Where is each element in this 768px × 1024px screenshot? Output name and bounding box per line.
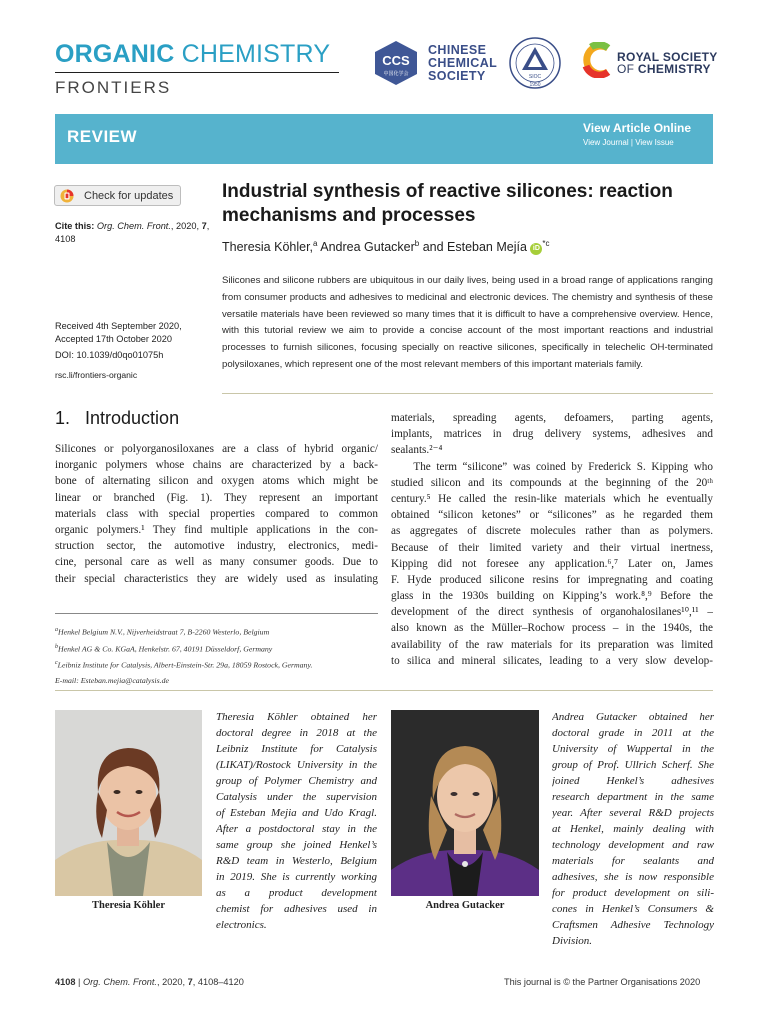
body-line: to silica and mineral silicates, leading to a very slow develop- <box>391 654 713 667</box>
body-line: materials class with special properties compared to common <box>55 507 378 520</box>
rsc-logo-text <box>617 51 718 75</box>
body-line: as aggregates of discrete molecules rather than as polymers. <box>391 525 713 538</box>
body-line: also known as the Müller–Rochow process – in the 1940s, the <box>391 622 713 635</box>
ccs-name-line: SOCIETY <box>428 69 486 83</box>
footer-journal: Org. Chem. Front. <box>82 977 157 987</box>
view-journal-link[interactable]: View Journal <box>583 138 629 147</box>
cite-label: Cite this: <box>55 221 95 231</box>
view-links <box>583 138 674 147</box>
sioc-year: 1950 <box>529 82 541 88</box>
cite-year: , 2020, <box>170 221 202 231</box>
article-dates <box>55 320 182 345</box>
article-title: Industrial synthesis of reactive silicones: reaction mechanisms and processes <box>222 181 673 226</box>
cite-volume: 7 <box>201 221 207 231</box>
rsc-chemistry: CHEMISTRY <box>637 62 711 76</box>
page-number: 4108 <box>55 977 76 987</box>
journal-short-link[interactable]: rsc.li/frontiers-organic <box>55 370 138 380</box>
author-photo-kohler <box>55 710 202 896</box>
view-issue-link[interactable]: View Issue <box>635 138 674 147</box>
abstract: Silicones and silicone rubbers are ubiquitous in our daily lives, being used in a broad range of applications ranging from consumer products and adhesives to medicinal and electronic devices. The chemistry and synthesis of these versatile materials have been reviewed so many times that it is difficult to have a comprehensive overview. Hence, with this tutorial review we aim to provide a concise account of the most important reactions and industrial processes to furnish silicones, focusing specially on reactive silicones, specifically in telechelic OH-terminated polysiloxanes, which represent one of the most relevant members of this important materials family. <box>222 275 713 370</box>
body-line: obtained “silicon ketones” or “silicones” as he regarded them <box>391 509 713 522</box>
bio-caption-gutacker: Andrea Gutacker <box>425 900 505 911</box>
author-photo-gutacker <box>391 710 539 896</box>
author-list <box>222 239 550 255</box>
body-line: Kipping did not foresee any application.⁶,⁷ Later on, James <box>391 557 713 570</box>
body-line: Because of their limited variety and their virtual inertness, <box>391 541 713 554</box>
body-line: The term “silicone” was coined by Frederick S. Kipping who <box>391 460 713 473</box>
bio-divider <box>55 690 713 691</box>
body-line: availability of the raw materials for its preparation was limited <box>391 638 713 651</box>
doi-link[interactable]: DOI: 10.1039/d0qo01075h <box>55 350 164 360</box>
body-line: studied silicon and its compounds at the beginning of the 20ᵗʰ <box>391 476 713 489</box>
crossmark-icon <box>60 189 74 203</box>
page-footer-left: 4108 | Org. Chem. Front., 2020, 7, 4108–4120 <box>55 977 244 987</box>
rsc-name-line2 <box>617 63 718 75</box>
section-number: 1. <box>55 408 71 428</box>
section-title: Introduction <box>85 408 180 428</box>
view-links-separator: | <box>628 138 636 147</box>
author-affiliation-mark: a <box>313 239 318 248</box>
bio-caption-kohler: Theresia Köhler <box>91 900 165 911</box>
author-name: Andrea Gutacker <box>317 240 415 255</box>
sioc-seal-icon <box>508 36 562 90</box>
body-line: implants, matrices in drug delivery systems, adhesives and <box>391 428 713 441</box>
rsc-of: OF <box>617 62 635 76</box>
body-line: struction sector, the automotive industry, electronics, medi- <box>55 540 378 553</box>
ccs-name-line: CHEMICAL <box>428 56 498 70</box>
bio-text-gutacker: Andrea Gutacker obtained her doctoral grade in 2011 at the University of Wuppertal in the group of Prof. Ullrich Scherf. She joined Henkel’s adhesives research department in the same year. After several R&D projects at Henkel, mainly dealing with technology development and raw materials for sealants and adhesives, she is now responsible for product development on sili- cones in Henkel’s Consumers & Craftsmen Adhesive Technology Division. <box>552 711 714 947</box>
body-line: materials, spreading agents, defoamers, parting agents, <box>391 412 713 424</box>
footer-volume: 7 <box>187 977 193 987</box>
article-type-label: REVIEW <box>67 127 138 146</box>
footnote-mark: c <box>55 660 58 667</box>
author-name: Theresia Köhler, <box>222 240 314 255</box>
footnote-divider <box>55 613 378 614</box>
journal-title-bold: ORGANIC <box>55 40 175 68</box>
footnote: $^c$Leibniz Institute for Catalysis, Albert-Einstein-Str. 29a, 18059 Rostock, Germany. <box>55 660 313 670</box>
ccs-name-line: CHINESE <box>428 43 487 57</box>
view-article-online-link[interactable]: View Article Online <box>583 121 692 135</box>
svg-text:SIOC: SIOC <box>528 74 542 80</box>
body-line: century.⁵ He called the resin-like materials which he eventually <box>391 492 713 505</box>
footnote-mark: b <box>55 643 58 650</box>
author-affiliation-mark: *c <box>542 239 550 248</box>
body-line: organic polymers.¹ They find multiple applications in the con- <box>55 523 378 536</box>
ccs-logo-icon <box>373 40 419 86</box>
body-line: development of the direct synthesis of organohalosilanes¹⁰,¹¹ – <box>391 606 713 619</box>
check-for-updates-label: Check for updates <box>84 190 174 202</box>
body-line: sealants.²⁻⁴ <box>391 444 443 457</box>
body-line: linear or branched (Fig. 1). They represent an important <box>55 491 378 504</box>
section-heading <box>55 408 179 429</box>
body-line: Silicones or polyorganosiloxanes are a class of hybrid organic/ <box>55 443 378 455</box>
footnote: $^b$Henkel AG & Co. KGaA, Henkelstr. 67, 40191 Düsseldorf, Germany <box>55 643 273 654</box>
journal-subtitle: FRONTIERS <box>55 78 172 97</box>
citation <box>55 220 225 245</box>
cite-pages: , 4108 <box>55 221 210 244</box>
journal-title-rule <box>55 72 339 73</box>
abstract-divider <box>222 393 713 394</box>
journal-title <box>55 40 330 69</box>
accepted-date: Accepted 17th October 2020 <box>55 333 172 344</box>
rsc-logo-icon <box>582 42 614 78</box>
orcid-icon[interactable]: iD <box>530 243 542 255</box>
svg-text:中国化学会: 中国化学会 <box>383 71 409 77</box>
rsc-name-line1: ROYAL SOCIETY <box>617 50 718 64</box>
author-affiliation-mark: b <box>414 239 420 248</box>
ccs-badge-text: CCS <box>382 53 410 68</box>
body-line: their special characteristics they are widely used as insulating <box>55 572 378 585</box>
body-line: inorganic polymers whose chains are characterized by a back- <box>55 459 378 472</box>
author-name: and Esteban Mejía <box>419 240 527 255</box>
footnote-mark: a <box>55 627 58 633</box>
body-line: bone of alternating silicon and oxygen atoms which might be <box>55 475 378 488</box>
page-footer-right: This journal is © the Partner Organisations 2020 <box>504 977 701 987</box>
affiliation-footnotes <box>55 623 385 688</box>
received-date: Received 4th September 2020, <box>55 321 182 331</box>
body-column-left <box>55 441 378 587</box>
check-for-updates-button[interactable] <box>54 185 181 206</box>
journal-title-light: CHEMISTRY <box>181 40 331 68</box>
body-line: F. Hyde produced silicone resins for impregnating and coating <box>391 573 713 586</box>
cite-journal: Org. Chem. Front. <box>96 221 171 231</box>
footnote: $^a$Henkel Belgium N.V., Nijverheidstraat 7, B-2260 Westerlo, Belgium <box>55 627 270 637</box>
body-column-right <box>391 410 713 669</box>
bio-text-kohler: Theresia Köhler obtained her doctoral degree in 2018 at the Leibniz Institute for Catalysis (LIKAT)/Rostock University in the group of Polymer Chemistry and Catalysis under the supervision of Esteban Mejia and Udo Kragl. After a postdoctoral stay in the same group she joined Henkel’s R&D team in Westerlo, Belgium in 2019. She is currently working as a product development chemist for adhesives used in electronics. <box>216 711 377 931</box>
body-line: cine, personal care as well as many consumer goods. Due to <box>55 556 378 569</box>
ccs-logo-text <box>428 44 497 83</box>
body-line: glass in the 1930s building on Kipping’s work.⁸,⁹ Before the <box>391 590 713 603</box>
corresponding-email[interactable]: E-mail: Esteban.mejia@catalysis.de <box>55 675 169 685</box>
